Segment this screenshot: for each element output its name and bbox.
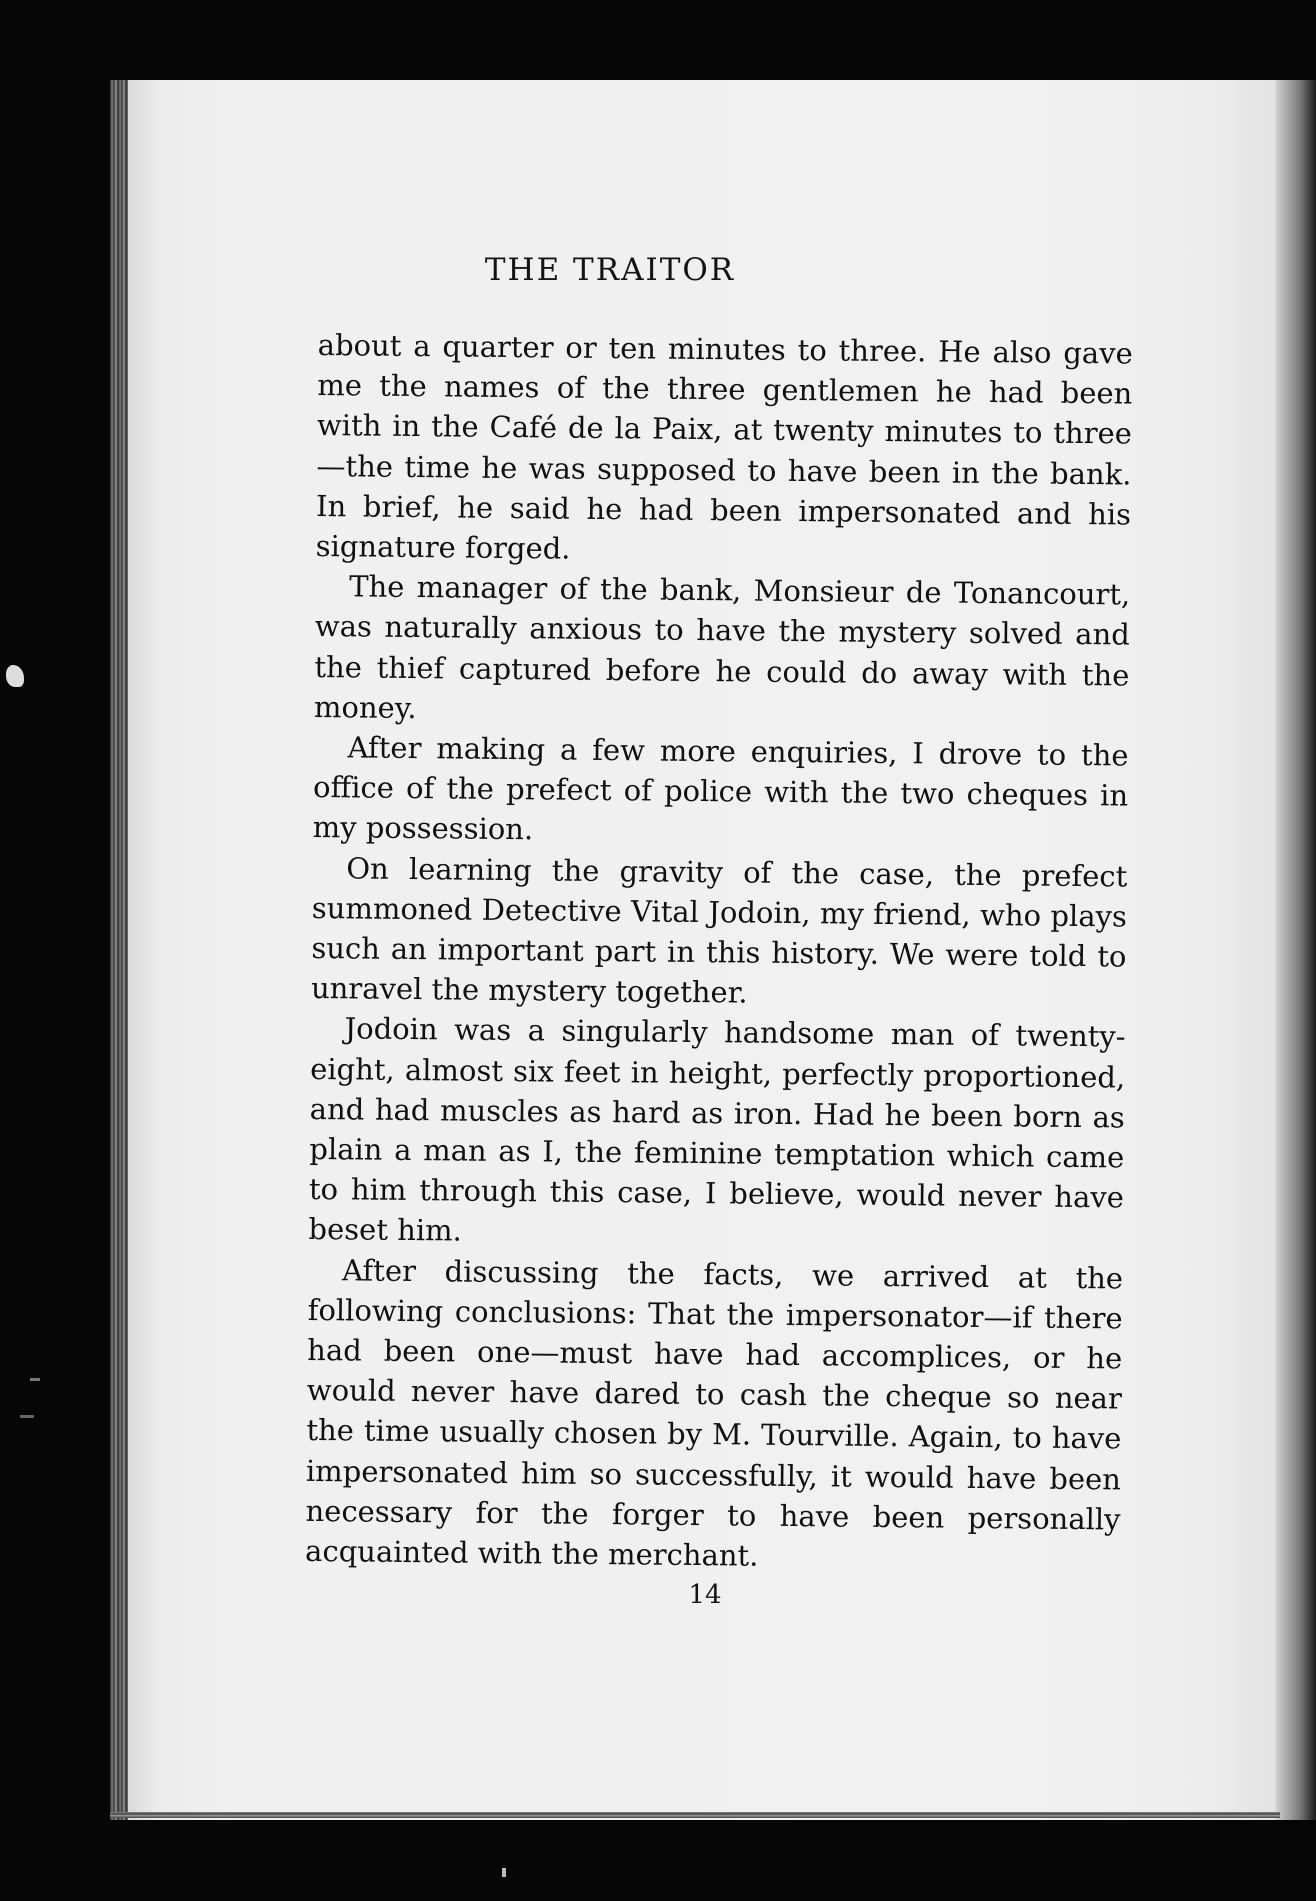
body-text xyxy=(305,325,1133,1580)
paragraph: about a quarter or ten minutes to three. He also gave me the names of the three gentlemen he had been with in the Café de la Paix, at twenty minutes to three—the time he was supposed to have been in the bank. In brief, he said he had been impersonated and his signature forged. xyxy=(315,327,1133,566)
scan-artifact xyxy=(30,1378,40,1381)
scan-artifact xyxy=(20,1415,34,1418)
running-head: THE TRAITOR xyxy=(484,252,736,288)
page-bottom-edge xyxy=(110,1812,1280,1818)
paragraph: Jodoin was a singularly handsome man of twenty-eight, almost six feet in height, perfectly proportioned, and had muscles as hard as iron. Had he been born as plain a man as I, the feminine temptation which came to him through this case, I believe, would never have beset him. xyxy=(308,1011,1126,1249)
page-edge-shadow xyxy=(1276,80,1316,1820)
paragraph: The manager of the bank, Monsieur de Tonancourt, was naturally anxious to have the mystery solved and the thief captured before he could do away with the money. xyxy=(313,569,1131,725)
paragraph: After discussing the facts, we arrived at the following conclusions: That the impersonator—if there had been one—must have had accomplices, or he would never have dared to cash the cheque so near the time usually chosen by M. Tourville. Again, to have impersonated him so successfully, it would have been necessary for the forger to have been personally acquainted with the merchant. xyxy=(304,1252,1124,1573)
page-number: 14 xyxy=(688,1580,722,1610)
paragraph: After making a few more enquiries, I drove to the office of the prefect of police with the two cheques in my possession. xyxy=(312,730,1129,847)
paragraph: On learning the gravity of the case, the prefect summoned Detective Vital Jodoin, my friend, who plays such an important part in this history. We were told to unravel the mystery together. xyxy=(310,850,1128,1010)
scan-artifact xyxy=(6,665,24,687)
scan-artifact xyxy=(502,1868,506,1877)
